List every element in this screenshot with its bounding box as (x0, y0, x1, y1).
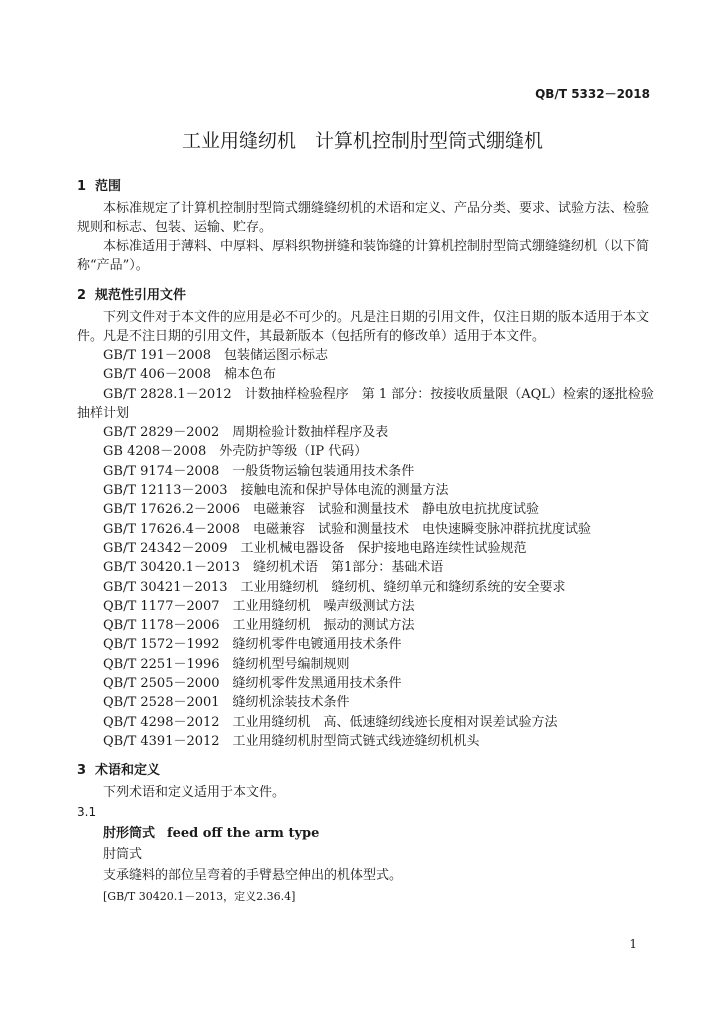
reference-item: GB/T 30421－2013 工业用缝纫机 缝纫机、缝纫单元和缝纫系统的安全要求 (103, 579, 566, 595)
references-intro: 下列文件对于本文件的应用是必不可少的。凡是注日期的引用文件，仅注日期的版本适用于本文件。凡是不注日期的引用文件，其最新版本（包括所有的修改单）适用于本文件。 (77, 310, 650, 344)
terms-intro: 下列术语和定义适用于本文件。 (103, 785, 286, 801)
reference-item: QB/T 1177－2007 工业用缝纫机 噪声级测试方法 (103, 598, 415, 614)
reference-item: QB/T 1572－1992 缝纫机零件电镀通用技术条件 (103, 637, 402, 653)
section-number: 3 (77, 763, 87, 779)
section-number: 1 (77, 179, 87, 194)
term-definition: 支承缝料的部位呈弯着的手臂悬空伸出的机体型式。 (103, 868, 403, 884)
section-number: 2 (77, 288, 87, 303)
reference-item: QB/T 4298－2012 工业用缝纫机 高、低速缝纫线迹长度相对误差试验方法 (103, 714, 558, 730)
reference-item: GB/T 30420.1－2013 缝纫机术语 第1部分：基础术语 (103, 560, 444, 576)
document-title: 工业用缝纫机 计算机控制肘型筒式绷缝机 (181, 130, 543, 152)
reference-item: GB/T 12113－2003 接触电流和保护导体电流的测量方法 (103, 483, 449, 499)
reference-item: GB/T 9174－2008 一般货物运输包装通用技术条件 (103, 463, 415, 479)
term-source: [GB/T 30420.1－2013，定义2.36.4] (103, 890, 296, 904)
document-body (77, 175, 655, 907)
reference-item: GB/T 191－2008 包装储运图示标志 (103, 348, 329, 363)
section-title: 规范性引用文件 (95, 288, 187, 303)
term-alternative: 肘筒式 (103, 847, 143, 863)
term-english: feed off the arm type (167, 826, 320, 842)
term-entry (77, 823, 655, 844)
section-1-heading (77, 175, 655, 199)
reference-item: GB/T 2828.1－2012 计数抽样检验程序 第 1 部分：按接收质量限（AQL）检索的逐批检验抽样计划 (77, 386, 654, 421)
section-title: 范围 (95, 179, 122, 194)
reference-item: QB/T 2528－2001 缝纫机涂装技术条件 (103, 695, 350, 711)
reference-list (77, 346, 655, 751)
reference-item: GB/T 17626.4－2008 电磁兼容 试验和测量技术 电快速瞬变脉冲群抗扰度试验 (103, 521, 591, 537)
reference-item: GB/T 406－2008 棉本色布 (103, 367, 277, 383)
page-number: 1 (629, 937, 637, 951)
clause-number: 3.1 (77, 805, 97, 820)
reference-item: GB/T 24342－2009 工业机械电器设备 保护接地电路连续性试验规范 (103, 540, 527, 556)
reference-item: QB/T 4391－2012 工业用缝纫机肘型筒式链式线迹缝纫机机头 (103, 733, 480, 749)
section-3-heading (77, 759, 655, 783)
section-2-heading (77, 284, 655, 308)
reference-item: GB/T 2829－2002 周期检验计数抽样程序及表 (103, 425, 389, 441)
section-title: 术语和定义 (95, 763, 161, 779)
reference-item: GB 4208－2008 外壳防护等级（IP 代码） (103, 444, 368, 460)
reference-item: QB/T 1178－2006 工业用缝纫机 振动的测试方法 (103, 618, 415, 634)
scope-paragraph: 本标准规定了计算机控制肘型筒式绷缝缝纫机的术语和定义、产品分类、要求、试验方法、检验规则和标志、包装、运输、贮存。 (77, 201, 650, 235)
reference-item: GB/T 17626.2－2006 电磁兼容 试验和测量技术 静电放电抗扰度试验 (103, 502, 539, 518)
reference-item: QB/T 2505－2000 缝纫机零件发黑通用技术条件 (103, 676, 402, 692)
reference-item: QB/T 2251－1996 缝纫机型号编制规则 (103, 656, 350, 672)
standard-code: QB/T 5332－2018 (535, 87, 650, 101)
scope-paragraph: 本标准适用于薄料、中厚料、厚料织物拼缝和装饰缝的计算机控制肘型筒式绷缝缝纫机（以下简称“产品”）。 (77, 239, 650, 273)
term-chinese: 肘形筒式 (103, 826, 156, 842)
